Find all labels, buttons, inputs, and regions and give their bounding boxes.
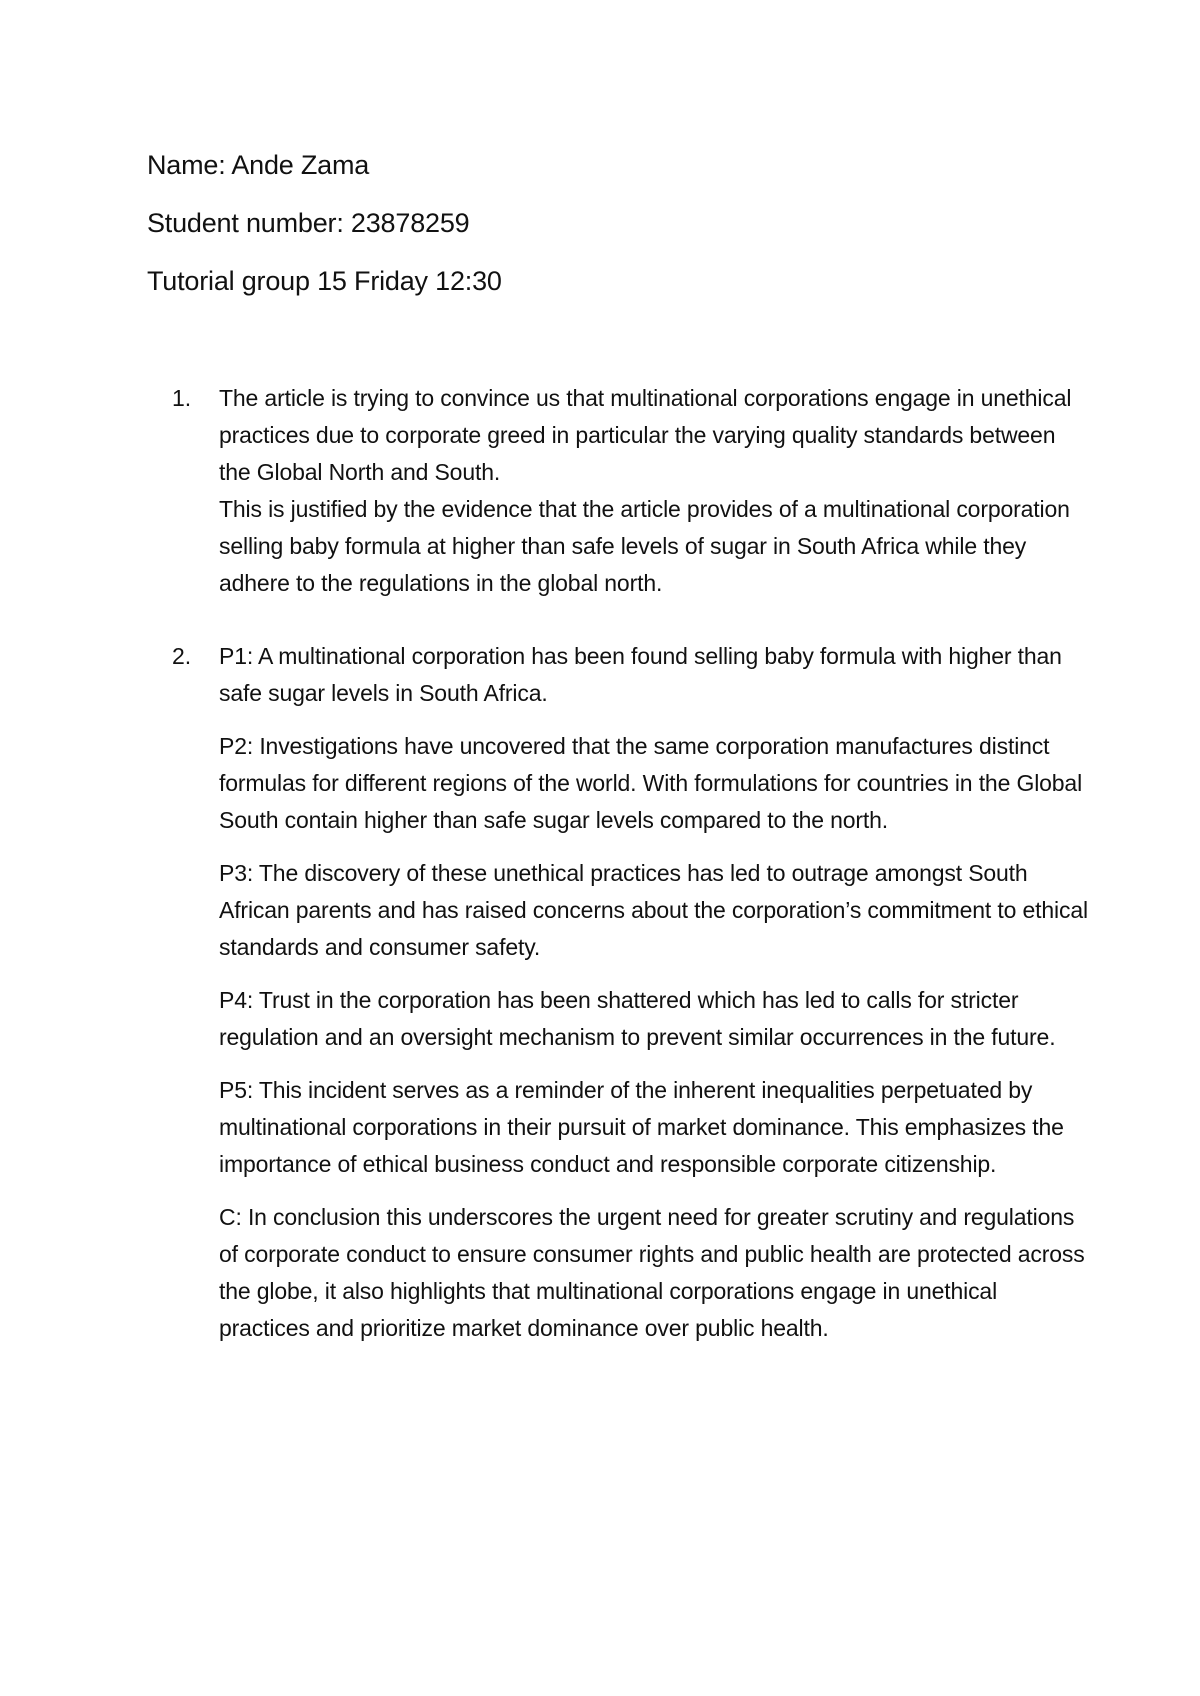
premise-2: P2: Investigations have uncovered that the same corporation manufactures distinct formulas for different regions of the world. With formulations for countries in the Global South contain higher than safe sugar levels compared to the north. bbox=[219, 733, 1083, 833]
premise-5: P5: This incident serves as a reminder of the inherent inequalities perpetuated by multinational corporations in their pursuit of market dominance. This emphasizes the importance of ethical business conduct and responsible corporate citizenship. bbox=[219, 1077, 1064, 1177]
answer-number: 2. bbox=[172, 643, 192, 669]
premise-4: P4: Trust in the corporation has been shattered which has led to calls for stricter regulation and an oversight mechanism to prevent similar occurrences in the future. bbox=[219, 987, 1056, 1050]
answer-1-claim: The article is trying to convince us that multinational corporations engage in unethical practices due to corporate greed in particular the varying quality standards between the Global North and South. bbox=[219, 385, 1072, 485]
answer-2 bbox=[172, 638, 1092, 1347]
answer-1 bbox=[172, 380, 1092, 602]
answer-list bbox=[172, 380, 1092, 1383]
answer-1-justification: This is justified by the evidence that the article provides of a multinational corporation selling baby formula at higher than safe levels of sugar in South Africa while they adhere to the regulations in the global north. bbox=[219, 496, 1070, 596]
student-name: Name: Ande Zama bbox=[147, 150, 370, 180]
student-number: Student number: 23878259 bbox=[147, 208, 470, 238]
student-info bbox=[147, 148, 1047, 322]
answer-number: 1. bbox=[172, 385, 192, 411]
tutorial-group: Tutorial group 15 Friday 12:30 bbox=[147, 266, 502, 296]
premise-1: P1: A multinational corporation has been found selling baby formula with higher than safe sugar levels in South Africa. bbox=[219, 643, 1062, 706]
premise-3: P3: The discovery of these unethical practices has led to outrage amongst South African parents and has raised concerns about the corporation’s commitment to ethical standards and consumer safety. bbox=[219, 860, 1088, 960]
conclusion: C: In conclusion this underscores the urgent need for greater scrutiny and regulations of corporate conduct to ensure consumer rights and public health are protected across the globe, it also highlights that multinational corporations engage in unethical practices and prioritize market dominance over public health. bbox=[219, 1204, 1085, 1341]
